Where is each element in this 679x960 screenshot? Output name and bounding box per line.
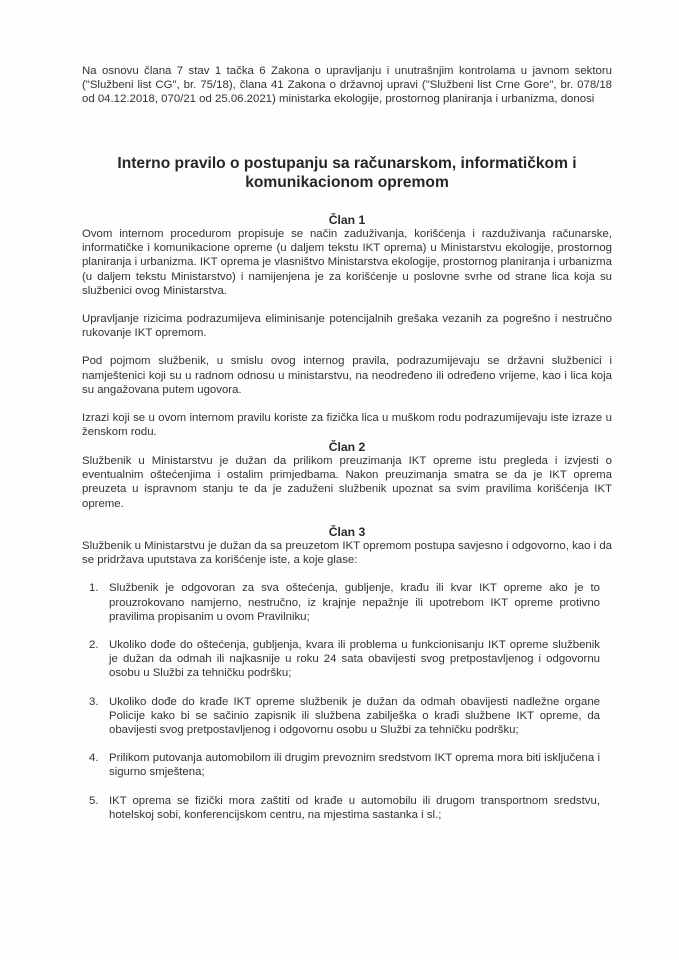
rules-list bbox=[82, 581, 612, 822]
list-item-number: 5. bbox=[89, 794, 99, 807]
list-item bbox=[82, 638, 612, 681]
list-item bbox=[82, 751, 612, 779]
article-1 bbox=[82, 213, 612, 439]
article-1-heading: Član 1 bbox=[328, 213, 366, 227]
article-1-paragraph-2: Upravljanje rizicima podrazumijeva eliminisanje potencijalnih grešaka vezanih za pogrešno i nestručno rukovanje IKT opremom. bbox=[82, 313, 612, 340]
title-section bbox=[82, 154, 612, 192]
list-item bbox=[82, 794, 612, 822]
preamble-section bbox=[82, 64, 612, 107]
title-line-2: komunikacionom opremom bbox=[245, 174, 449, 191]
article-2-heading: Član 2 bbox=[328, 440, 366, 454]
article-3-paragraph-1: Službenik u Ministarstvu je dužan da sa preuzetom IKT opremom postupa savjesno i odgovorno, kao i da se pridržava uputstava za korišćenje iste, a koje glase: bbox=[82, 540, 612, 567]
title-line-1: Interno pravilo o postupanju sa računarskom, informatičkom i bbox=[117, 155, 577, 172]
article-1-paragraph-3: Pod pojmom službenik, u smislu ovog internog pravila, podrazumijevaju se državni službenici i namještenici koji su u radnom odnosu u ministarstvu, na neodređeno ili određeno vrijeme, kao i lica koja su angažovana putem ugovora. bbox=[82, 355, 612, 396]
list-item-number: 2. bbox=[89, 639, 99, 652]
preamble-text: Na osnovu člana 7 stav 1 tačka 6 Zakona o upravljanju i unutrašnjim kontrolama u javnom sektoru ("Službeni list CG", br. 75/18), člana 41 Zakona o državnoj upravi ("Službeni list Crne Gore", br. 078/18 od 04.12.2018, 070/21 od 25.06.2021) ministarka ekologije, prostornog planiranja i urbanizma, donosi bbox=[82, 65, 612, 106]
list-item-number: 4. bbox=[89, 752, 99, 765]
article-2 bbox=[82, 440, 612, 511]
document-title bbox=[82, 154, 612, 192]
list-item-number: 1. bbox=[89, 582, 99, 595]
article-2-paragraph-1: Službenik u Ministarstvu je dužan da prilikom preuzimanja IKT opreme istu pregleda i izvjesti o eventualnim oštećenjima i ostalim primjedbama. Nakon preuzimanja smatra se da je IKT oprema preuzeta u ispravnom stanju te da je zaduženi službenik upoznat sa svim pravilima korišćenja IKT opreme. bbox=[82, 455, 612, 510]
list-item-text: Prilikom putovanja automobilom ili drugim prevoznim sredstvom IKT oprema mora biti isključena i sigurno smještena; bbox=[109, 752, 600, 779]
list-item-text: Ukoliko dođe do krađe IKT opreme službenik je dužan da odmah obavijesti nadležne organe Policije kako bi se sačinio zapisnik ili službena zabilješka o krađi službene IKT opreme, da obavijesti svog pretpostavljenog i odgovornu osobu u Službi za tehničku podršku; bbox=[109, 695, 600, 737]
list-item-text: IKT oprema se fizički mora zaštiti od krađe u automobilu ili drugom transportnom sredstvu, hotelskoj sobi, konferencijskom centru, na mjestima sastanka i sl.; bbox=[109, 794, 600, 821]
list-item bbox=[82, 581, 612, 624]
list-item-text: Ukoliko dođe do oštećenja, gubljenja, kvara ili problema u funkcionisanju IKT opreme službenik je dužan da odmah ili najkasnije u roku 24 sata obavijesti svog pretpostavljenog i odgovornu osobu u Službi za tehničku podršku; bbox=[109, 639, 600, 680]
article-3 bbox=[82, 525, 612, 836]
article-3-heading: Član 3 bbox=[328, 525, 366, 539]
list-item bbox=[82, 695, 612, 738]
list-item-text: Službenik je odgovoran za sva oštećenja, gubljenje, krađu ili kvar IKT opreme ako je to prouzrokovano namjerno, nestručno, iz krajnje nepažnje ili upotrebom IKT opreme protivno pravilima propisanim u ovom Pravilniku; bbox=[109, 582, 600, 623]
article-1-paragraph-4: Izrazi koji se u ovom internom pravilu koriste za fizička lica u muškom rodu podrazumijevaju iste izraze u ženskom rodu. bbox=[82, 412, 612, 439]
list-item-number: 3. bbox=[89, 695, 99, 708]
article-1-paragraph-1: Ovom internom procedurom propisuje se način zaduživanja, korišćenja i razduživanja računarske, informatičke i komunikacione opreme (u daljem tekstu IKT oprema) u Ministarstvu ekologije, prostornog planiranja i urbanizma. IKT oprema je vlasništvo Ministarstva ekologije, prostornog planiranja i urbanizma (u daljem tekstu Ministarstvo) i namijenjena je za korišćenje u poslovne svrhe od strane lica koja su službenici ovog Ministarstva. bbox=[82, 228, 612, 297]
